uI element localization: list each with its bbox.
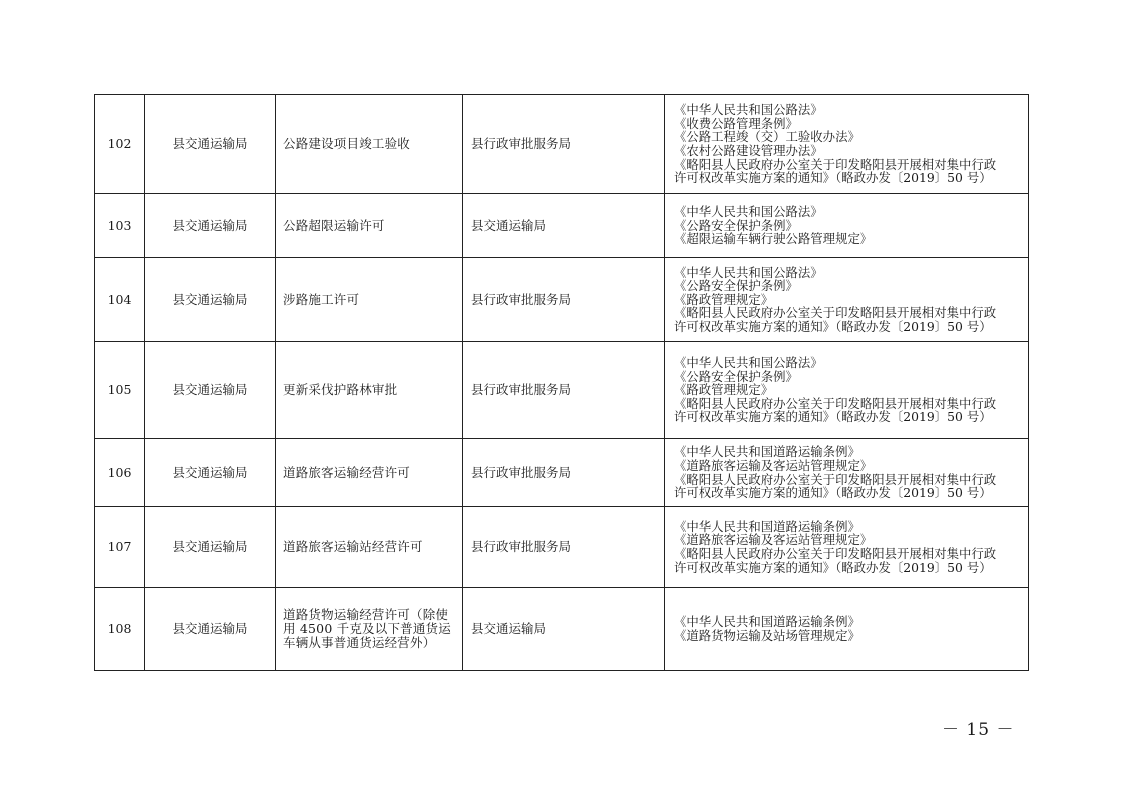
department-cell: 县交通运输局 <box>145 342 276 439</box>
legal-basis-line: 许可权改革实施方案的通知》（略政办发〔2019〕50 号） <box>674 318 992 334</box>
table-row <box>95 194 1029 258</box>
legal-basis-line: 《公路安全保护条例》 <box>674 368 798 384</box>
handling-organization-cell: 县行政审批服务局 <box>463 258 665 342</box>
legal-basis-line: 《中华人民共和国道路运输条例》 <box>674 614 860 630</box>
legal-basis-cell <box>665 588 1029 671</box>
legal-basis-cell <box>665 439 1029 507</box>
item-name-cell: 公路建设项目竣工验收 <box>276 95 463 194</box>
item-name-cell: 道路旅客运输站经营许可 <box>276 507 463 588</box>
row-number: 107 <box>95 507 145 588</box>
row-number: 104 <box>95 258 145 342</box>
legal-basis-line: 《略阳县人民政府办公室关于印发略阳县开展相对集中行政 <box>674 471 997 487</box>
item-name-cell: 公路超限运输许可 <box>276 194 463 258</box>
handling-organization-cell: 县行政审批服务局 <box>463 342 665 439</box>
legal-basis-line: 《收费公路管理条例》 <box>674 115 798 131</box>
permits-table <box>94 94 1029 671</box>
legal-basis-line: 《略阳县人民政府办公室关于印发略阳县开展相对集中行政 <box>674 395 997 411</box>
page-number: － 15 － <box>942 720 1015 740</box>
row-number: 102 <box>95 95 145 194</box>
legal-basis-line: 《公路安全保护条例》 <box>674 278 798 294</box>
table-row <box>95 439 1029 507</box>
legal-basis-cell <box>665 258 1029 342</box>
legal-basis-line: 《中华人民共和国公路法》 <box>674 264 823 280</box>
legal-basis-line: 《中华人民共和国道路运输条例》 <box>674 518 860 534</box>
legal-basis-line: 《中华人民共和国公路法》 <box>674 204 823 220</box>
department-cell: 县交通运输局 <box>145 194 276 258</box>
department-cell: 县交通运输局 <box>145 439 276 507</box>
item-name-cell: 涉路施工许可 <box>276 258 463 342</box>
legal-basis-line: 《略阳县人民政府办公室关于印发略阳县开展相对集中行政 <box>674 546 997 561</box>
legal-basis-line: 许可权改革实施方案的通知》（略政办发〔2019〕50 号） <box>674 409 992 425</box>
row-number: 105 <box>95 342 145 439</box>
item-name-cell: 更新采伐护路林审批 <box>276 342 463 439</box>
legal-basis-line: 《超限运输车辆行驶公路管理规定》 <box>674 231 873 247</box>
department-cell: 县交通运输局 <box>145 258 276 342</box>
legal-basis-line: 《公路安全保护条例》 <box>674 217 798 233</box>
legal-basis-line: 《略阳县人民政府办公室关于印发略阳县开展相对集中行政 <box>674 156 997 172</box>
legal-basis-line: 《中华人民共和国公路法》 <box>674 355 823 371</box>
handling-organization-cell: 县交通运输局 <box>463 194 665 258</box>
legal-basis-line: 《农村公路建设管理办法》 <box>674 143 823 158</box>
row-number: 108 <box>95 588 145 671</box>
handling-organization-cell: 县交通运输局 <box>463 588 665 671</box>
permits-table-container <box>94 94 1028 671</box>
row-number: 106 <box>95 439 145 507</box>
legal-basis-line: 《道路旅客运输及客运站管理规定》 <box>674 457 873 473</box>
legal-basis-line: 《路政管理规定》 <box>674 291 774 307</box>
handling-organization-cell: 县行政审批服务局 <box>463 507 665 588</box>
legal-basis-line: 《略阳县人民政府办公室关于印发略阳县开展相对集中行政 <box>674 305 997 321</box>
department-cell: 县交通运输局 <box>145 507 276 588</box>
row-number: 103 <box>95 194 145 258</box>
table-row <box>95 342 1029 439</box>
legal-basis-line: 许可权改革实施方案的通知》（略政办发〔2019〕50 号） <box>674 559 992 575</box>
handling-organization-cell: 县行政审批服务局 <box>463 95 665 194</box>
legal-basis-cell <box>665 95 1029 194</box>
table-row <box>95 95 1029 194</box>
legal-basis-line: 《路政管理规定》 <box>674 382 774 398</box>
legal-basis-line: 《公路工程竣（交）工验收办法》 <box>674 129 860 145</box>
legal-basis-line: 《道路旅客运输及客运站管理规定》 <box>674 532 873 548</box>
table-row <box>95 258 1029 342</box>
legal-basis-line: 《中华人民共和国公路法》 <box>674 102 823 118</box>
table-row <box>95 588 1029 671</box>
department-cell: 县交通运输局 <box>145 588 276 671</box>
item-name-cell: 道路货物运输经营许可（除使用 4500 千克及以下普通货运车辆从事普通货运经营外） <box>276 588 463 671</box>
legal-basis-cell <box>665 342 1029 439</box>
legal-basis-line: 许可权改革实施方案的通知》（略政办发〔2019〕50 号） <box>674 485 992 501</box>
table-row <box>95 507 1029 588</box>
handling-organization-cell: 县行政审批服务局 <box>463 439 665 507</box>
department-cell: 县交通运输局 <box>145 95 276 194</box>
legal-basis-line: 《道路货物运输及站场管理规定》 <box>674 628 860 643</box>
item-name-cell: 道路旅客运输经营许可 <box>276 439 463 507</box>
legal-basis-line: 《中华人民共和国道路运输条例》 <box>674 444 860 460</box>
legal-basis-cell <box>665 194 1029 258</box>
legal-basis-cell <box>665 507 1029 588</box>
legal-basis-line: 许可权改革实施方案的通知》（略政办发〔2019〕50 号） <box>674 170 992 186</box>
